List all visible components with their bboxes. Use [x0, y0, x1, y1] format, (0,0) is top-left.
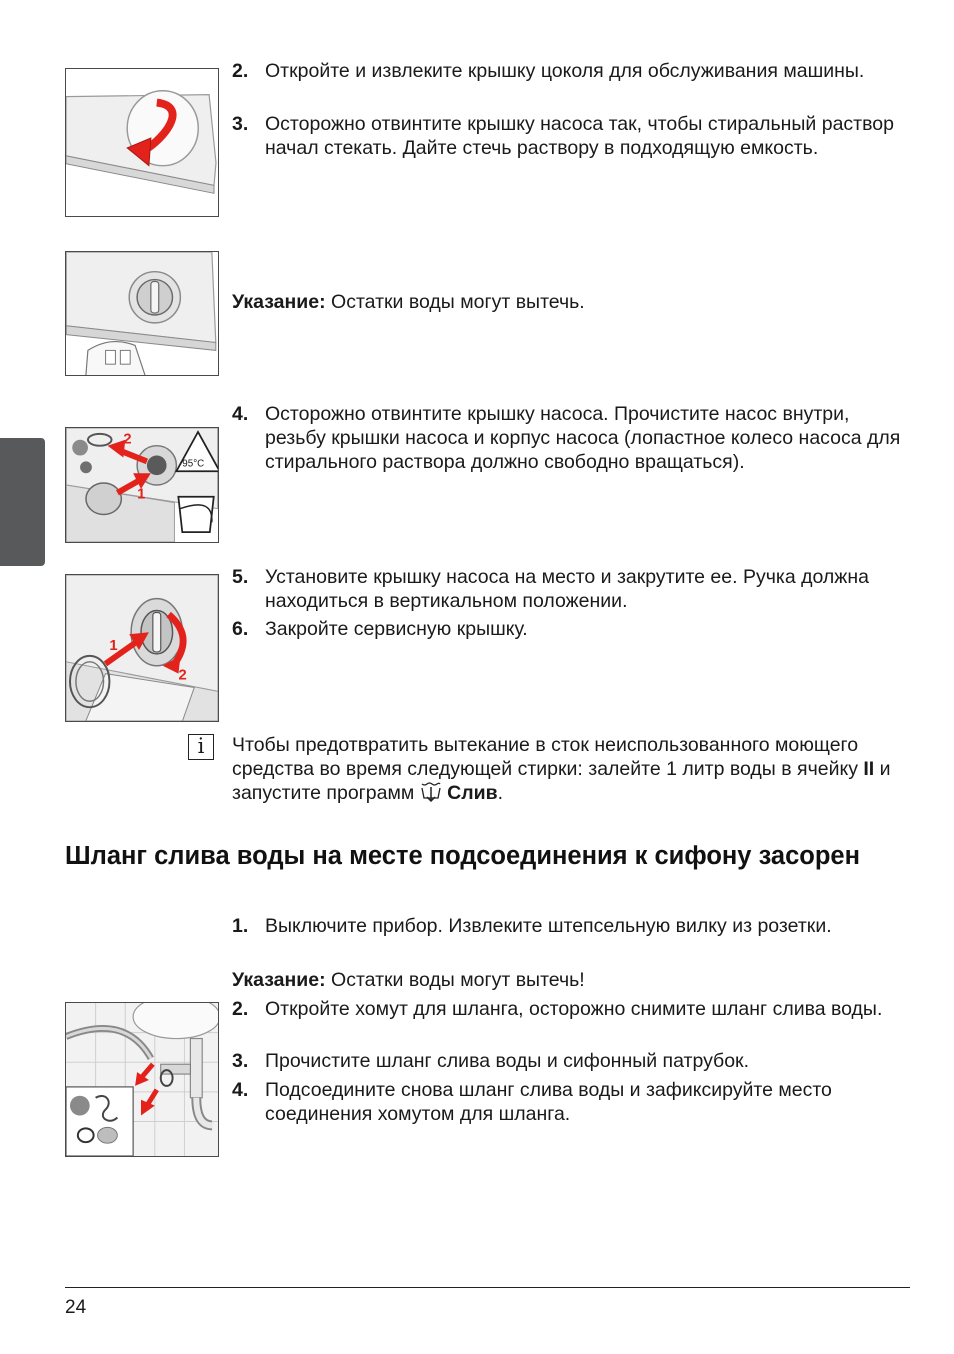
step-2-remove-hose: 2. Откройте хомут для шланга, осторожно снимите шланг слива воды.: [232, 998, 883, 1020]
container-icon: [178, 497, 213, 532]
callout-2: 2: [178, 667, 187, 684]
clean-pump-illustration: [66, 428, 218, 542]
drain-program-icon: [420, 782, 442, 802]
info-text: Чтобы предотвратить вытекание в сток неиспользованного моющего средства во время следующей стирки: залейте 1 литр воды в ячейку II и запустите программ Слив.: [232, 734, 891, 804]
note-label: Указание:: [232, 291, 326, 313]
siphon-hose-illustration: [66, 1003, 218, 1156]
figure-pump-cap: [65, 251, 219, 376]
step-1-unplug: 1. Выключите прибор. Извлеките штепсельную вилку из розетки.: [232, 915, 832, 937]
pump-cap-illustration: [66, 252, 218, 375]
program-name: Слив: [447, 782, 498, 804]
callout-2: 2: [123, 431, 132, 448]
note-label: Указание:: [232, 969, 326, 991]
step-3-clean-hose: 3. Прочистите шланг слива воды и сифонный патрубок.: [232, 1050, 750, 1072]
footer-rule: [65, 1287, 910, 1288]
step-2-open-cover: 2. Откройте и извлеките крышку цоколя для обслуживания машины.: [232, 60, 865, 82]
step-5-refit-cap: 5. Установите крышку насоса на место и закрутите ее. Ручка должна находиться в вертикальном положении.: [232, 566, 869, 612]
chapter-tab: [0, 438, 45, 566]
section-title: Шланг слива воды на месте подсоединения к сифону засорен: [65, 842, 861, 870]
figure-refit-cap: [65, 574, 219, 722]
callout-1: 1: [109, 637, 118, 654]
info-icon: i: [188, 734, 214, 760]
figure-siphon-hose: [65, 1002, 219, 1157]
open-cover-illustration: [66, 69, 218, 216]
note-text: Остатки воды могут вытечь!: [325, 969, 585, 991]
refit-cap-illustration: [66, 575, 218, 721]
step-4-reconnect-hose: 4. Подсоедините снова шланг слива воды и зафиксируйте место соединения хомутом для шланга.: [232, 1079, 832, 1125]
step-6-close-cover: 6. Закройте сервисную крышку.: [232, 618, 528, 640]
figure-clean-pump: [65, 427, 219, 543]
page-number: 24: [65, 1297, 87, 1318]
note-water-may-leak-2: [232, 968, 912, 992]
note-text: Остатки воды могут вытечь.: [325, 291, 585, 313]
warning-temperature: 95°C: [182, 458, 205, 470]
note-water-may-leak: [232, 290, 912, 314]
callout-1: 1: [137, 486, 146, 503]
chamber-label: II: [863, 758, 875, 780]
step-3-unscrew-pump-cap: 3. Осторожно отвинтите крышку насоса так, чтобы стиральный раствор начал стекать. Дайте стечь раствору в подходящую емкость.: [232, 113, 894, 159]
figure-open-cover: [65, 68, 219, 217]
step-4-clean-pump: 4. Осторожно отвинтите крышку насоса. Прочистите насос внутри, резьбу крышки насоса и корпус насоса (лопастное колесо насоса для стирального раствора должно свободно вращаться).: [232, 403, 901, 473]
